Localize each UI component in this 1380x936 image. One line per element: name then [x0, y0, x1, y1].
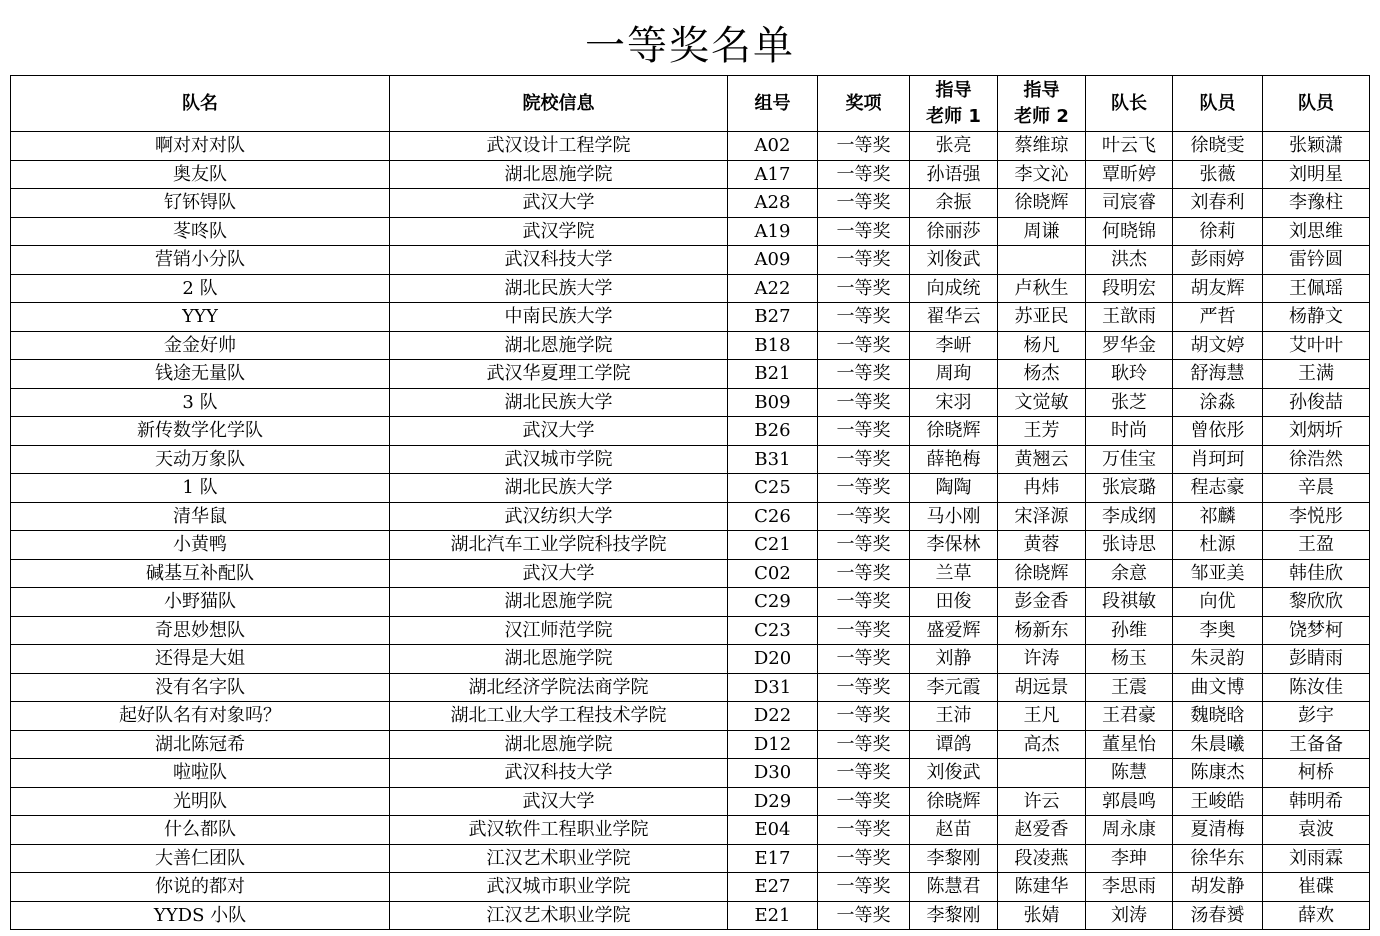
cell-team: 小野猫队: [11, 588, 390, 617]
cell-teacher2: 彭金香: [998, 588, 1086, 617]
cell-teacher2: 文觉敏: [998, 388, 1086, 417]
cell-teacher1: 盛爱辉: [910, 616, 998, 645]
cell-school: 湖北恩施学院: [390, 160, 728, 189]
cell-group: A22: [728, 274, 818, 303]
cell-team: 啊对对对队: [11, 132, 390, 161]
cell-teacher1: 余振: [910, 189, 998, 218]
table-row: [11, 160, 1370, 189]
cell-teacher1: 向成统: [910, 274, 998, 303]
cell-teacher2: 王芳: [998, 417, 1086, 446]
cell-member1: 汤春赟: [1173, 901, 1263, 930]
cell-team: YYY: [11, 303, 390, 332]
cell-member1: 徐华东: [1173, 844, 1263, 873]
cell-award: 一等奖: [818, 502, 910, 531]
cell-member1: 张薇: [1173, 160, 1263, 189]
cell-teacher2: 张婧: [998, 901, 1086, 930]
table-row: [11, 559, 1370, 588]
cell-teacher1: 陈慧君: [910, 873, 998, 902]
cell-captain: 董星怡: [1086, 730, 1173, 759]
cell-teacher1: 宋羽: [910, 388, 998, 417]
cell-member1: 严哲: [1173, 303, 1263, 332]
table-row: [11, 474, 1370, 503]
cell-captain: 段明宏: [1086, 274, 1173, 303]
header-member1: 队员: [1173, 76, 1263, 132]
cell-member2: 刘明星: [1263, 160, 1370, 189]
cell-member1: 徐莉: [1173, 217, 1263, 246]
cell-school: 湖北恩施学院: [390, 730, 728, 759]
cell-award: 一等奖: [818, 616, 910, 645]
cell-captain: 罗华金: [1086, 331, 1173, 360]
cell-team: 2 队: [11, 274, 390, 303]
table-row: [11, 360, 1370, 389]
cell-school: 湖北汽车工业学院科技学院: [390, 531, 728, 560]
cell-captain: 李思雨: [1086, 873, 1173, 902]
cell-school: 湖北恩施学院: [390, 588, 728, 617]
cell-award: 一等奖: [818, 274, 910, 303]
cell-teacher1: 翟华云: [910, 303, 998, 332]
cell-teacher1: 李保林: [910, 531, 998, 560]
cell-teacher2: 高杰: [998, 730, 1086, 759]
cell-teacher2: 黄翘云: [998, 445, 1086, 474]
cell-member1: 胡友辉: [1173, 274, 1263, 303]
cell-group: D22: [728, 702, 818, 731]
cell-captain: 叶云飞: [1086, 132, 1173, 161]
award-table: [10, 75, 1370, 930]
cell-school: 武汉科技大学: [390, 246, 728, 275]
cell-teacher1: 马小刚: [910, 502, 998, 531]
cell-member2: 韩明希: [1263, 787, 1370, 816]
cell-award: 一等奖: [818, 217, 910, 246]
table-row: [11, 274, 1370, 303]
cell-teacher1: 周珣: [910, 360, 998, 389]
cell-captain: 段祺敏: [1086, 588, 1173, 617]
cell-teacher1: 李岍: [910, 331, 998, 360]
cell-teacher1: 徐丽莎: [910, 217, 998, 246]
cell-member2: 李悦彤: [1263, 502, 1370, 531]
cell-member1: 朱灵韵: [1173, 645, 1263, 674]
cell-member1: 涂淼: [1173, 388, 1263, 417]
cell-team: 3 队: [11, 388, 390, 417]
cell-group: D30: [728, 759, 818, 788]
cell-award: 一等奖: [818, 787, 910, 816]
cell-member2: 孙俊喆: [1263, 388, 1370, 417]
header-award: 奖项: [818, 76, 910, 132]
header-teacher1: [910, 76, 998, 132]
table-body: [11, 132, 1370, 930]
cell-team: 天动万象队: [11, 445, 390, 474]
cell-member1: 魏晓晗: [1173, 702, 1263, 731]
cell-team: 起好队名有对象吗？: [11, 702, 390, 731]
cell-member1: 曾依彤: [1173, 417, 1263, 446]
cell-member2: 辛晨: [1263, 474, 1370, 503]
cell-teacher2: 蔡维琼: [998, 132, 1086, 161]
cell-team: 还得是大姐: [11, 645, 390, 674]
cell-captain: 孙维: [1086, 616, 1173, 645]
table-row: [11, 588, 1370, 617]
cell-team: 大善仁团队: [11, 844, 390, 873]
cell-teacher1: 张亮: [910, 132, 998, 161]
cell-school: 武汉软件工程职业学院: [390, 816, 728, 845]
cell-member1: 邹亚美: [1173, 559, 1263, 588]
table-row: [11, 388, 1370, 417]
cell-member2: 刘雨霖: [1263, 844, 1370, 873]
cell-award: 一等奖: [818, 303, 910, 332]
cell-member2: 黎欣欣: [1263, 588, 1370, 617]
cell-school: 武汉大学: [390, 787, 728, 816]
cell-school: 武汉学院: [390, 217, 728, 246]
cell-team: 钌钚锝队: [11, 189, 390, 218]
cell-member1: 陈康杰: [1173, 759, 1263, 788]
cell-captain: 耿玲: [1086, 360, 1173, 389]
cell-teacher2: 许涛: [998, 645, 1086, 674]
cell-member2: 陈汝佳: [1263, 673, 1370, 702]
cell-team: 光明队: [11, 787, 390, 816]
table-row: [11, 531, 1370, 560]
cell-team: 营销小分队: [11, 246, 390, 275]
cell-member2: 王佩瑶: [1263, 274, 1370, 303]
cell-team: 碱基互补配队: [11, 559, 390, 588]
cell-captain: 刘涛: [1086, 901, 1173, 930]
cell-award: 一等奖: [818, 759, 910, 788]
cell-team: 湖北陈冠希: [11, 730, 390, 759]
cell-member1: 彭雨婷: [1173, 246, 1263, 275]
cell-teacher1: 刘俊武: [910, 246, 998, 275]
cell-school: 武汉华夏理工学院: [390, 360, 728, 389]
table-row: [11, 132, 1370, 161]
cell-team: 苳咚队: [11, 217, 390, 246]
cell-award: 一等奖: [818, 246, 910, 275]
cell-member1: 胡文婷: [1173, 331, 1263, 360]
cell-award: 一等奖: [818, 360, 910, 389]
header-teacher2-line1: 指导: [1023, 79, 1060, 101]
cell-school: 武汉大学: [390, 417, 728, 446]
cell-member1: 祁麟: [1173, 502, 1263, 531]
cell-teacher1: 陶陶: [910, 474, 998, 503]
cell-group: C26: [728, 502, 818, 531]
cell-member2: 徐浩然: [1263, 445, 1370, 474]
cell-teacher2: 段凌燕: [998, 844, 1086, 873]
cell-school: 汉江师范学院: [390, 616, 728, 645]
cell-teacher2: 王凡: [998, 702, 1086, 731]
cell-captain: 王震: [1086, 673, 1173, 702]
cell-group: E27: [728, 873, 818, 902]
cell-captain: 杨玉: [1086, 645, 1173, 674]
table-row: [11, 759, 1370, 788]
cell-group: E04: [728, 816, 818, 845]
cell-member1: 曲文博: [1173, 673, 1263, 702]
cell-captain: 张宸璐: [1086, 474, 1173, 503]
table-row: [11, 787, 1370, 816]
cell-member2: 彭宇: [1263, 702, 1370, 731]
table-row: [11, 816, 1370, 845]
cell-teacher2: 胡远景: [998, 673, 1086, 702]
cell-group: D31: [728, 673, 818, 702]
cell-teacher1: 徐晓辉: [910, 787, 998, 816]
cell-team: 啦啦队: [11, 759, 390, 788]
table-row: [11, 189, 1370, 218]
table-row: [11, 217, 1370, 246]
cell-captain: 时尚: [1086, 417, 1173, 446]
header-member2: 队员: [1263, 76, 1370, 132]
cell-team: 清华鼠: [11, 502, 390, 531]
cell-group: B31: [728, 445, 818, 474]
table-row: [11, 246, 1370, 275]
cell-captain: 周永康: [1086, 816, 1173, 845]
cell-group: B21: [728, 360, 818, 389]
header-teacher1-line2: 老师 1: [926, 105, 981, 127]
cell-team: 奥友队: [11, 160, 390, 189]
cell-group: E21: [728, 901, 818, 930]
cell-award: 一等奖: [818, 445, 910, 474]
header-teacher2: [998, 76, 1086, 132]
cell-award: 一等奖: [818, 588, 910, 617]
cell-teacher2: 卢秋生: [998, 274, 1086, 303]
cell-team: 小黄鸭: [11, 531, 390, 560]
cell-school: 湖北恩施学院: [390, 645, 728, 674]
table-row: [11, 873, 1370, 902]
cell-teacher1: 兰草: [910, 559, 998, 588]
cell-captain: 张诗思: [1086, 531, 1173, 560]
cell-award: 一等奖: [818, 132, 910, 161]
cell-award: 一等奖: [818, 645, 910, 674]
cell-group: A09: [728, 246, 818, 275]
cell-captain: 王歆雨: [1086, 303, 1173, 332]
cell-teacher1: 谭鸽: [910, 730, 998, 759]
cell-teacher1: 田俊: [910, 588, 998, 617]
cell-member2: 杨静文: [1263, 303, 1370, 332]
cell-team: 新传数学化学队: [11, 417, 390, 446]
table-row: [11, 645, 1370, 674]
cell-school: 武汉科技大学: [390, 759, 728, 788]
cell-award: 一等奖: [818, 331, 910, 360]
cell-group: B18: [728, 331, 818, 360]
cell-team: 金金好帅: [11, 331, 390, 360]
cell-award: 一等奖: [818, 189, 910, 218]
table-row: [11, 673, 1370, 702]
cell-teacher2: 宋泽源: [998, 502, 1086, 531]
page-title: 一等奖名单: [585, 23, 795, 69]
cell-team: 你说的都对: [11, 873, 390, 902]
cell-group: D20: [728, 645, 818, 674]
cell-group: D12: [728, 730, 818, 759]
cell-award: 一等奖: [818, 531, 910, 560]
cell-member2: 薛欢: [1263, 901, 1370, 930]
cell-member1: 王峻皓: [1173, 787, 1263, 816]
cell-teacher1: 孙语强: [910, 160, 998, 189]
cell-captain: 郭晨鸣: [1086, 787, 1173, 816]
cell-teacher1: 李黎刚: [910, 844, 998, 873]
cell-award: 一等奖: [818, 873, 910, 902]
cell-group: D29: [728, 787, 818, 816]
cell-member1: 朱晨曦: [1173, 730, 1263, 759]
cell-school: 湖北民族大学: [390, 388, 728, 417]
cell-team: 没有名字队: [11, 673, 390, 702]
cell-school: 湖北经济学院法商学院: [390, 673, 728, 702]
cell-teacher2: 陈建华: [998, 873, 1086, 902]
header-group: 组号: [728, 76, 818, 132]
cell-member1: 夏清梅: [1173, 816, 1263, 845]
cell-member2: 雷钤圆: [1263, 246, 1370, 275]
cell-group: B26: [728, 417, 818, 446]
cell-teacher1: 王沛: [910, 702, 998, 731]
cell-group: B27: [728, 303, 818, 332]
cell-school: 武汉纺织大学: [390, 502, 728, 531]
cell-member2: 彭睛雨: [1263, 645, 1370, 674]
cell-group: A02: [728, 132, 818, 161]
cell-member2: 王盈: [1263, 531, 1370, 560]
cell-member1: 肖珂珂: [1173, 445, 1263, 474]
cell-award: 一等奖: [818, 730, 910, 759]
cell-captain: 张芝: [1086, 388, 1173, 417]
cell-teacher2: 杨凡: [998, 331, 1086, 360]
table-row: [11, 616, 1370, 645]
cell-school: 中南民族大学: [390, 303, 728, 332]
cell-school: 武汉大学: [390, 189, 728, 218]
cell-award: 一等奖: [818, 702, 910, 731]
cell-award: 一等奖: [818, 474, 910, 503]
cell-teacher2: 杨杰: [998, 360, 1086, 389]
cell-team: 奇思妙想队: [11, 616, 390, 645]
cell-captain: 陈慧: [1086, 759, 1173, 788]
cell-team: 1 队: [11, 474, 390, 503]
cell-group: C29: [728, 588, 818, 617]
header-team: 队名: [11, 76, 390, 132]
cell-award: 一等奖: [818, 901, 910, 930]
cell-teacher2: 赵爱香: [998, 816, 1086, 845]
cell-teacher1: 赵苗: [910, 816, 998, 845]
table-row: [11, 844, 1370, 873]
cell-school: 湖北民族大学: [390, 274, 728, 303]
cell-captain: 余意: [1086, 559, 1173, 588]
cell-award: 一等奖: [818, 673, 910, 702]
cell-group: A17: [728, 160, 818, 189]
cell-captain: 王君豪: [1086, 702, 1173, 731]
cell-member1: 程志豪: [1173, 474, 1263, 503]
cell-teacher2: [998, 759, 1086, 788]
cell-team: 什么都队: [11, 816, 390, 845]
table-row: [11, 417, 1370, 446]
cell-member1: 舒海慧: [1173, 360, 1263, 389]
cell-school: 武汉设计工程学院: [390, 132, 728, 161]
cell-member2: 王满: [1263, 360, 1370, 389]
cell-captain: 何晓锦: [1086, 217, 1173, 246]
cell-group: A28: [728, 189, 818, 218]
cell-member2: 刘思维: [1263, 217, 1370, 246]
cell-teacher1: 李元霞: [910, 673, 998, 702]
cell-teacher2: 杨新东: [998, 616, 1086, 645]
cell-award: 一等奖: [818, 388, 910, 417]
cell-school: 江汉艺术职业学院: [390, 901, 728, 930]
cell-member2: 王备备: [1263, 730, 1370, 759]
cell-teacher2: [998, 246, 1086, 275]
cell-member1: 刘春利: [1173, 189, 1263, 218]
cell-group: C21: [728, 531, 818, 560]
cell-teacher2: 苏亚民: [998, 303, 1086, 332]
cell-award: 一等奖: [818, 160, 910, 189]
cell-member1: 徐晓雯: [1173, 132, 1263, 161]
cell-award: 一等奖: [818, 559, 910, 588]
cell-school: 武汉大学: [390, 559, 728, 588]
cell-award: 一等奖: [818, 417, 910, 446]
cell-teacher2: 周谦: [998, 217, 1086, 246]
cell-teacher1: 李黎刚: [910, 901, 998, 930]
cell-team: 钱途无量队: [11, 360, 390, 389]
cell-group: C25: [728, 474, 818, 503]
table-row: [11, 445, 1370, 474]
header-teacher2-line2: 老师 2: [1014, 105, 1069, 127]
cell-school: 武汉城市学院: [390, 445, 728, 474]
cell-member2: 饶梦柯: [1263, 616, 1370, 645]
cell-captain: 司宸睿: [1086, 189, 1173, 218]
cell-member2: 柯桥: [1263, 759, 1370, 788]
cell-member1: 杜源: [1173, 531, 1263, 560]
cell-group: A19: [728, 217, 818, 246]
table-row: [11, 730, 1370, 759]
cell-group: E17: [728, 844, 818, 873]
cell-school: 武汉城市职业学院: [390, 873, 728, 902]
table-row: [11, 901, 1370, 930]
cell-group: C23: [728, 616, 818, 645]
cell-teacher1: 徐晓辉: [910, 417, 998, 446]
header-teacher1-line1: 指导: [935, 79, 972, 101]
cell-school: 湖北工业大学工程技术学院: [390, 702, 728, 731]
cell-award: 一等奖: [818, 844, 910, 873]
cell-teacher1: 刘静: [910, 645, 998, 674]
cell-teacher2: 李文沁: [998, 160, 1086, 189]
cell-teacher2: 徐晓辉: [998, 559, 1086, 588]
cell-teacher1: 刘俊武: [910, 759, 998, 788]
header-row: [11, 76, 1370, 132]
table-row: [11, 702, 1370, 731]
cell-member2: 袁波: [1263, 816, 1370, 845]
cell-teacher2: 冉炜: [998, 474, 1086, 503]
cell-member2: 崔碟: [1263, 873, 1370, 902]
cell-award: 一等奖: [818, 816, 910, 845]
cell-captain: 万佳宝: [1086, 445, 1173, 474]
cell-member1: 李奥: [1173, 616, 1263, 645]
table-row: [11, 502, 1370, 531]
cell-teacher2: 徐晓辉: [998, 189, 1086, 218]
cell-member2: 韩佳欣: [1263, 559, 1370, 588]
table-row: [11, 331, 1370, 360]
cell-teacher2: 黄蓉: [998, 531, 1086, 560]
cell-member2: 张颖潇: [1263, 132, 1370, 161]
cell-group: C02: [728, 559, 818, 588]
cell-teacher2: 许云: [998, 787, 1086, 816]
cell-captain: 洪杰: [1086, 246, 1173, 275]
cell-group: B09: [728, 388, 818, 417]
cell-team: YYDS 小队: [11, 901, 390, 930]
cell-school: 湖北民族大学: [390, 474, 728, 503]
cell-member2: 刘炳圻: [1263, 417, 1370, 446]
cell-member2: 李豫柱: [1263, 189, 1370, 218]
cell-captain: 李成纲: [1086, 502, 1173, 531]
cell-school: 湖北恩施学院: [390, 331, 728, 360]
cell-member2: 艾叶叶: [1263, 331, 1370, 360]
header-school: 院校信息: [390, 76, 728, 132]
cell-captain: 李珅: [1086, 844, 1173, 873]
header-captain: 队长: [1086, 76, 1173, 132]
cell-member1: 向优: [1173, 588, 1263, 617]
cell-member1: 胡发静: [1173, 873, 1263, 902]
cell-teacher1: 薛艳梅: [910, 445, 998, 474]
cell-captain: 覃昕婷: [1086, 160, 1173, 189]
table-row: [11, 303, 1370, 332]
cell-school: 江汉艺术职业学院: [390, 844, 728, 873]
